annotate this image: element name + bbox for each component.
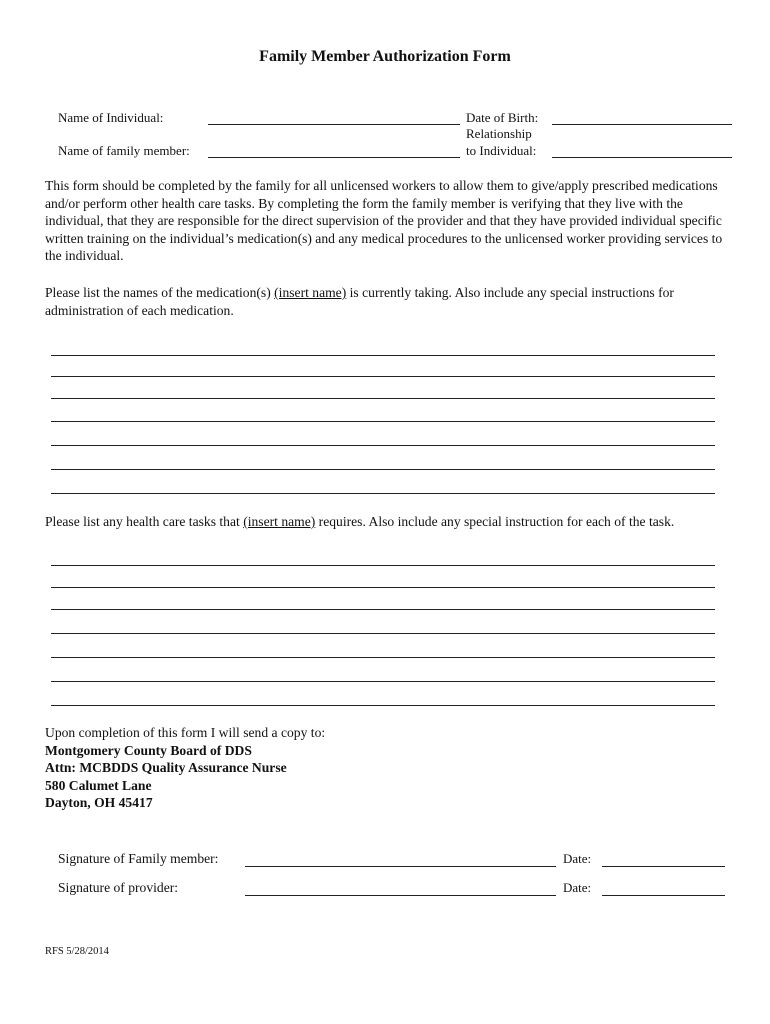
medication-line[interactable] — [51, 493, 715, 494]
date-provider-field[interactable] — [602, 895, 725, 896]
send-copy-block — [45, 724, 325, 812]
tasks-prompt-after: requires. Also include any special instruction for each of the task. — [315, 514, 675, 529]
address-line-2: Attn: MCBDDS Quality Assurance Nurse — [45, 760, 287, 776]
task-line[interactable] — [51, 681, 715, 682]
task-line[interactable] — [51, 587, 715, 588]
medication-line[interactable] — [51, 421, 715, 422]
relationship-field[interactable] — [552, 157, 732, 158]
task-line[interactable] — [51, 609, 715, 610]
medication-line[interactable] — [51, 398, 715, 399]
medications-prompt-insert: (insert name) — [274, 285, 347, 300]
task-line[interactable] — [51, 705, 715, 706]
address-line-3: 580 Calumet Lane — [45, 777, 152, 793]
send-copy-intro: Upon completion of this form I will send a copy to: — [45, 725, 326, 740]
date-family-field[interactable] — [602, 866, 725, 867]
name-of-family-member-label: Name of family member: — [58, 143, 190, 158]
task-line[interactable] — [51, 565, 715, 566]
name-of-family-member-field[interactable] — [208, 157, 460, 158]
relationship-label-line1: Relationship — [466, 126, 532, 141]
medications-prompt-before: Please list the names of the medication(s) — [45, 285, 275, 300]
date-label-family: Date: — [563, 851, 592, 866]
task-line[interactable] — [51, 633, 715, 634]
name-of-individual-label: Name of Individual: — [58, 110, 164, 125]
medication-line[interactable] — [51, 469, 715, 470]
medication-line[interactable] — [51, 355, 715, 356]
name-of-individual-field[interactable] — [208, 124, 460, 125]
signature-family-member-field[interactable] — [245, 866, 556, 867]
medications-prompt — [45, 284, 735, 319]
page-title: Family Member Authorization Form — [259, 48, 511, 65]
date-label-provider: Date: — [563, 880, 592, 895]
date-of-birth-field[interactable] — [552, 124, 732, 125]
tasks-prompt — [45, 513, 735, 531]
medication-line[interactable] — [51, 445, 715, 446]
tasks-prompt-insert: (insert name) — [243, 514, 316, 529]
tasks-prompt-before: Please list any health care tasks that — [45, 514, 244, 529]
relationship-label-line2: to Individual: — [466, 143, 537, 158]
date-of-birth-label: Date of Birth: — [466, 110, 539, 125]
intro-paragraph: This form should be completed by the family for all unlicensed workers to allow them to give/apply prescribed medications and/or perform other health care tasks. By completing the form the family member is verifying that they live with the individual, that they are responsible for the direct supervision of the provider and that they have provided individual specific written training on the individual’s medication(s) and any medical procedures to the unlicensed worker providing services to the individual. — [45, 178, 723, 264]
address-line-4: Dayton, OH 45417 — [45, 795, 153, 811]
form-revision-footer: RFS 5/28/2014 — [45, 946, 109, 957]
signature-provider-field[interactable] — [245, 895, 556, 896]
medications-prompt-after: is currently taking. Also include any special instructions for administration of each medication. — [45, 285, 674, 318]
task-line[interactable] — [51, 657, 715, 658]
address-line-1: Montgomery County Board of DDS — [45, 742, 252, 758]
medication-line[interactable] — [51, 376, 715, 377]
signature-family-member-label: Signature of Family member: — [58, 851, 219, 866]
signature-provider-label: Signature of provider: — [58, 880, 179, 895]
